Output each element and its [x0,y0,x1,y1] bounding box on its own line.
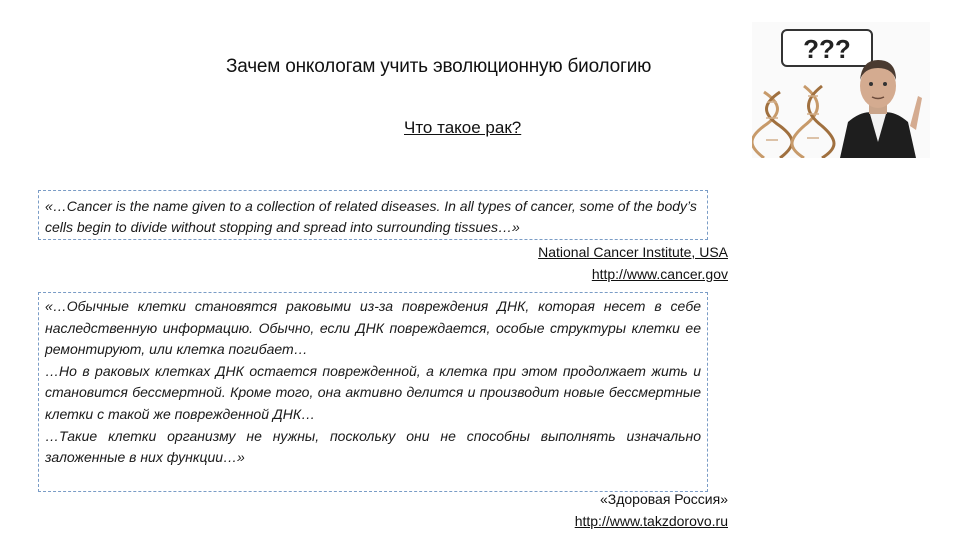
doctor-figure [840,60,922,158]
source-name[interactable]: National Cancer Institute, USA [538,244,728,260]
illustration-doctor-dna [752,22,930,158]
quote-paragraph: …Но в раковых клетках ДНК остается поврежденной, а клетка при этом продолжает жить и становится бессмертной. Кроме того, она активно делится и производит новые бессмертные клетки с такой же поврежденной ДНК… [45,362,701,422]
quote-paragraph: …Такие клетки организму не нужны, поскольку они не способны выполнять изначально заложенные в них функции…» [45,427,701,466]
source-name: «Здоровая Россия» [599,491,728,507]
quote-source-1 [538,241,728,285]
quote-text: «…Cancer is the name given to a collection of related diseases. In all types of cancer, some of the body’s cells begin to divide without stopping and spread into surrounding tissues…» [45,198,697,235]
slide-subtitle: Что такое рак? [404,118,522,137]
slide-title: Зачем онкологам учить эволюционную биологию [226,56,652,77]
quote-box-russian [38,292,708,492]
quote-paragraph: «…Обычные клетки становятся раковыми из-за повреждения ДНК, которая несет в себе наследственную информацию. Обычно, если ДНК повреждается, особые структуры клетки ее ремонтируют, или клетка погибает… [45,298,701,358]
dna-helix-icon [752,86,834,158]
quote-source-2 [575,488,728,532]
quote-box-english [38,190,708,240]
doctor-illustration [752,22,930,158]
source-link[interactable]: http://www.cancer.gov [591,266,728,282]
source-link[interactable]: http://www.takzdorovo.ru [574,513,728,529]
question-sign-text: ??? [803,34,851,64]
